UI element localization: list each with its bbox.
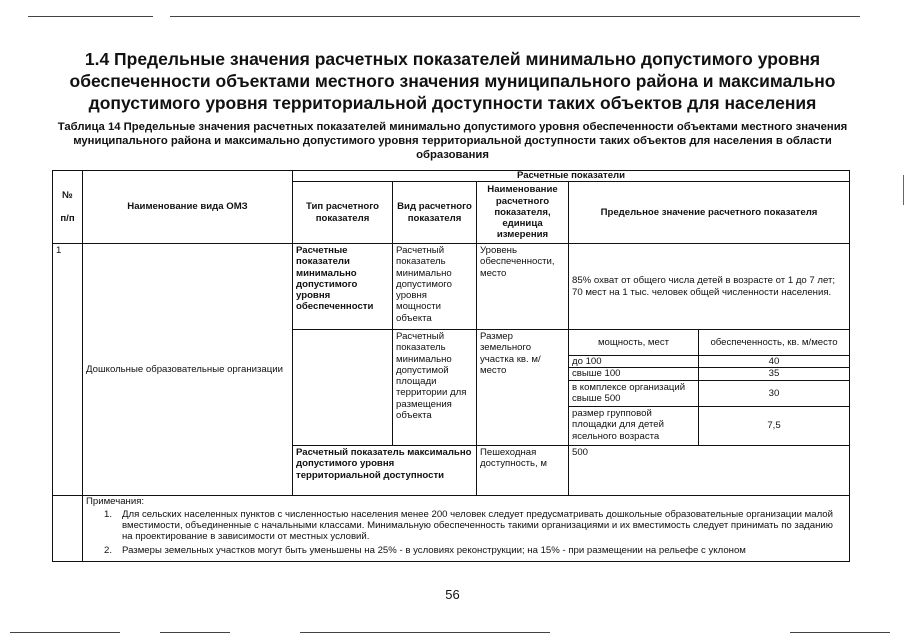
limit-access: 500	[569, 446, 850, 496]
sub-row-capacity: свыше 100	[569, 368, 699, 381]
sub-head-supply: обеспеченность, кв. м/место	[699, 330, 850, 356]
table-caption: Таблица 14 Предельные значения расчетных показателей минимально допустимого уровня обеспеченности объектами местного значения муниципального района и максимально допустимого уровня территориальной доступности таких объектов для населения в области образования	[57, 121, 848, 161]
limit-level: 85% охват от общего числа детей в возрасте от 1 до 7 лет; 70 мест на 1 тыс. человек общей численности населения.	[569, 244, 850, 330]
sub-row-capacity: до 100	[569, 356, 699, 368]
type-min-continued	[293, 330, 393, 446]
top-rule-right	[170, 16, 860, 17]
name-access: Пешеходная доступность, м	[477, 446, 569, 496]
header-group: Расчетные показатели	[293, 171, 850, 182]
sub-row-supply: 40	[699, 356, 850, 368]
note-text: Для сельских населенных пунктов с численностью населения менее 200 человек следует предусматривать дошкольные образовательные организации малой вместимости, объединенные с начальными классами. Минимальную обеспеченность такими организациями и их вместимость следует принимать по заданию на проектирование в зависимости от местных условий.	[122, 509, 833, 542]
notes-title: Примечания:	[86, 496, 145, 507]
kind-area: Расчетный показатель минимально допустимой площади территории для размещения объекта	[393, 330, 477, 446]
right-edge-mark	[903, 175, 904, 205]
note-number: 1.	[104, 509, 113, 520]
sub-head-capacity: мощность, мест	[569, 330, 699, 356]
type-max: Расчетный показатель максимально допустимого уровня территориальной доступности	[293, 446, 477, 496]
name-area: Размер земельного участка кв. м/место	[477, 330, 569, 446]
header-omz: Наименование вида ОМЗ	[83, 171, 293, 244]
bottom-rule-1	[10, 632, 120, 633]
note-text: Размеры земельных участков могут быть уменьшены на 25% - в условиях реконструкции; на 15% - при размещении на рельефе с уклоном	[122, 545, 746, 556]
header-num: № п/п	[53, 171, 83, 244]
name-level: Уровень обеспеченности, место	[477, 244, 569, 330]
note-number: 2.	[104, 545, 113, 556]
header-kind: Вид расчетного показателя	[393, 182, 477, 244]
type-min: Расчетные показатели минимально допустимого уровня обеспеченности	[293, 244, 393, 330]
page-number: 56	[445, 587, 460, 602]
kind-capacity: Расчетный показатель минимально допустимого уровня мощности объекта	[393, 244, 477, 330]
bottom-rule-4	[790, 632, 890, 633]
sub-row-supply: 35	[699, 368, 850, 381]
sub-row-supply: 7,5	[699, 407, 850, 446]
top-rule-left	[28, 16, 153, 17]
section-heading: 1.4 Предельные значения расчетных показателей минимально допустимого уровня обеспеченности объектами местного значения муниципального района и максимально допустимого уровня территориальной доступности таких объектов для населения	[69, 49, 836, 113]
row-num: 1	[53, 244, 83, 496]
header-name-unit: Наименование расчетного показателя, единица измерения	[477, 182, 569, 244]
sub-row-capacity: размер групповой площадки для детей ясельного возраста	[569, 407, 699, 446]
bottom-rule-2	[160, 632, 230, 633]
notes-num-cell	[53, 496, 83, 562]
sub-row-supply: 30	[699, 381, 850, 407]
row-omz: Дошкольные образовательные организации	[83, 244, 293, 496]
sub-row-capacity: в комплексе организаций свыше 500	[569, 381, 699, 407]
bottom-rule-3	[300, 632, 550, 633]
header-type: Тип расчетного показателя	[293, 182, 393, 244]
header-limit: Предельное значение расчетного показателя	[569, 182, 850, 244]
